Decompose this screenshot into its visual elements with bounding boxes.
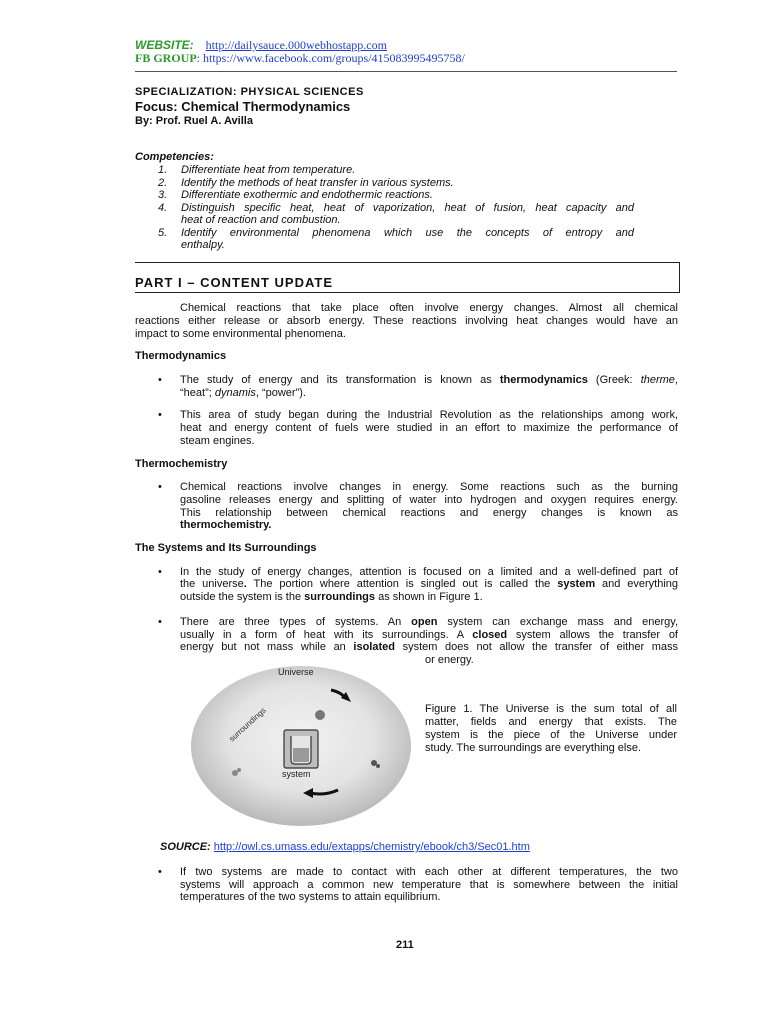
header-rule <box>135 71 677 72</box>
thermo-bullet2-line3: steam engines. <box>180 435 255 447</box>
fb-group-link[interactable]: : https://www.facebook.com/groups/415083995495758/ <box>196 51 465 65</box>
systems-b1-line3: outside the system is the surroundings as shown in Figure 1. <box>180 591 483 603</box>
systems-b1-line1: In the study of energy changes, attention is focused on a limited and a well-defined part of <box>180 566 678 578</box>
part1-title: PART I – CONTENT UPDATE <box>135 275 334 290</box>
competency-item-cont: enthalpy. <box>181 239 225 251</box>
systems-b1-line2: the universe. The portion where attention is singled out is called the system and everything <box>180 578 679 590</box>
equilibrium-line2: systems will approach a common new temperature that is somewhere between the initial <box>180 879 678 891</box>
section-rule-top <box>135 262 680 263</box>
figure-caption-line2: matter, fields and energy that exists. The <box>425 716 677 728</box>
thermodynamics-heading: Thermodynamics <box>135 350 227 362</box>
bullet-marker: • <box>158 409 162 421</box>
bullet-marker: • <box>158 566 162 578</box>
thermochem-line3: This relationship between chemical reactions and energy changes is known as <box>180 507 678 519</box>
bullet-marker: • <box>158 866 162 878</box>
thermo-bullet2-line1: This area of study began during the Industrial Revolution as the relationships among work, <box>180 409 678 421</box>
focus-title: Focus: Chemical Thermodynamics <box>135 99 351 114</box>
figure-caption-line3: system is the piece of the Universe under <box>425 729 677 741</box>
equilibrium-line3: temperatures of the two systems to attain equilibrium. <box>180 891 441 903</box>
source-link[interactable]: http://owl.cs.umass.edu/extapps/chemistry/ebook/ch3/Sec01.htm <box>213 841 530 853</box>
intro-line-3: impact to some environmental phenomena. <box>135 328 346 340</box>
systems-heading: The Systems and Its Surroundings <box>135 542 317 554</box>
thermochem-line2: gasoline releases energy and splitting of water into hydrogen and oxygen requires energy. <box>180 494 678 506</box>
surroundings-label: surroundings <box>227 705 268 744</box>
specialization-title: SPECIALIZATION: PHYSICAL SCIENCES <box>135 86 364 98</box>
competency-item: 2. Identify the methods of heat transfer in various systems. <box>158 176 454 189</box>
system-label: system <box>282 769 311 779</box>
thermo-bullet1-line1: The study of energy and its transformation is known as thermodynamics (Greek: therme, <box>180 374 678 386</box>
beaker-icon <box>284 730 318 768</box>
bullet-marker: • <box>158 481 162 493</box>
particle-icon <box>315 710 325 720</box>
thermo-bullet1-line2: “heat”; dynamis, “power”). <box>180 387 306 399</box>
author-line: By: Prof. Ruel A. Avilla <box>135 115 253 127</box>
equilibrium-line1: If two systems are made to contact with each other at different temperatures, the two <box>180 866 678 878</box>
section-rule-side <box>679 262 680 292</box>
thermochemistry-heading: Thermochemistry <box>135 458 228 470</box>
fb-group-line <box>135 51 465 65</box>
particle-icon <box>232 770 238 776</box>
website-label: WEBSITE: <box>135 38 194 52</box>
section-rule-bottom <box>135 292 680 293</box>
universe-diagram <box>185 660 417 830</box>
bullet-marker: • <box>158 616 162 628</box>
systems-b2-line3: energy but not mass while an isolated system does not allow the transfer of either mass <box>180 641 678 653</box>
source-label: SOURCE: <box>160 841 211 853</box>
figure-caption-line1: Figure 1. The Universe is the sum total of all <box>425 703 677 715</box>
competency-item-cont: heat of reaction and combustion. <box>181 214 341 226</box>
thermo-bullet2-line2: heat and energy content of fuels were studied in an effort to maximize the performance of <box>180 422 678 434</box>
universe-label: Universe <box>278 667 314 677</box>
intro-line-2: reactions either release or absorb energy. These reactions involving heat changes would have an <box>135 315 678 327</box>
particle-icon <box>371 760 377 766</box>
website-line <box>135 38 387 52</box>
competencies-list <box>158 164 634 252</box>
intro-line-1: Chemical reactions that take place often involve energy changes. Almost all chemical <box>180 302 678 314</box>
particle-icon <box>237 768 241 772</box>
systems-b2-line4: or energy. <box>425 654 474 666</box>
competency-item: 5. Identify environmental phenomena which use the concepts of entropy and <box>158 226 634 239</box>
figure-caption-line4: study. The surroundings are everything else. <box>425 742 642 754</box>
thermochem-line1: Chemical reactions involve changes in energy. Some reactions such as the burning <box>180 481 678 493</box>
page-number: 211 <box>396 939 414 951</box>
competencies-title: Competencies: <box>135 151 214 163</box>
source-line <box>160 841 530 853</box>
website-link[interactable]: http://dailysauce.000webhostapp.com <box>205 38 387 52</box>
systems-b2-line2: usually in a form of heat with its surroundings. A closed system allows the transfer of <box>180 629 678 641</box>
particle-icon <box>376 764 380 768</box>
bullet-marker: • <box>158 374 162 386</box>
competency-item: 3. Differentiate exothermic and endothermic reactions. <box>158 189 433 201</box>
systems-b2-line1: There are three types of systems. An open system can exchange mass and energy, <box>180 616 678 628</box>
competency-item: 1. Differentiate heat from temperature. <box>158 164 356 176</box>
thermochem-line4: thermochemistry. <box>180 519 272 531</box>
fb-group-label: FB GROUP <box>135 51 197 65</box>
competency-item: 4. Distinguish specific heat, heat of vaporization, heat of fusion, heat capacity and <box>158 201 634 214</box>
